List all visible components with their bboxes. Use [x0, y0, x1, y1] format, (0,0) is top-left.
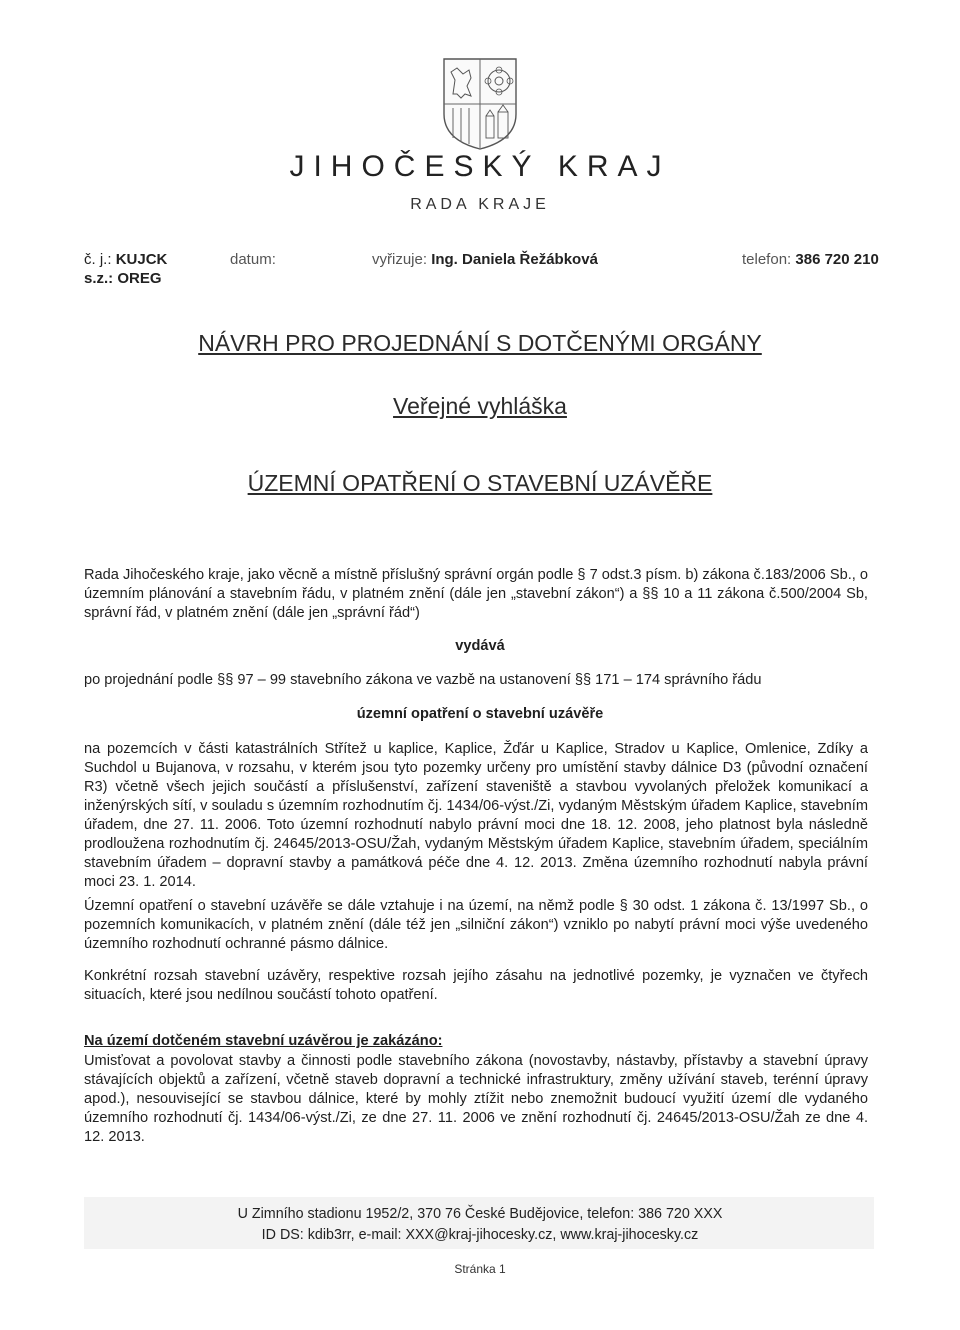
reference-line — [84, 251, 167, 268]
phone-label: telefon: — [742, 251, 792, 268]
handler-field — [372, 251, 598, 268]
extent-paragraph: Konkrétní rozsah stavební uzávěry, respektive rozsah jejího zásahu na jednotlivé pozemky, je vyznačen ve čtyřech situacích, které jsou nedílnou součástí tohoto opatření. — [84, 968, 868, 1003]
date-field — [230, 251, 276, 268]
protection-paragraph: Územní opatření o stavební uzávěře se dále vztahuje i na území, na němž podle § 30 odst. 1 zákona č. 13/1997 Sb., o pozemních komunikacích, v platném znění (dále též jen „silniční zákon“) vzniklo po nabytí právní moci výše uvedeného územního rozhodnutí ochranné pásmo dálnice. — [84, 898, 868, 952]
phone-field — [742, 251, 879, 268]
main-title: NÁVRH PRO PROJEDNÁNÍ S DOTČENÝMI ORGÁNY — [198, 330, 762, 356]
file-value: OREG — [117, 270, 162, 287]
ref-value: KUJCK — [115, 251, 168, 268]
date-label: datum: — [230, 251, 276, 268]
subject-title: ÚZEMNÍ OPATŘENÍ O STAVEBNÍ UZÁVĚŘE — [247, 470, 713, 496]
intro-paragraph: Rada Jihočeského kraje, jako věcně a místně příslušný správní orgán podle § 7 odst.3 písm. b) zákona č.183/2006 Sb., o územním plánování a stavebním řádu, v platném znění (dále jen „stavební zákon“) a §§ 10 a 11 zákona č.500/2004 Sb, správní řád, v platném znění (dále jen „správní řád“) — [84, 567, 868, 621]
file-line — [84, 270, 162, 287]
council-name: RADA KRAJE — [410, 196, 550, 213]
prohibited-heading: Na území dotčeném stavební uzávěrou je zakázáno: — [84, 1033, 443, 1049]
scope-paragraph: na pozemcích v části katastrálních Střítež u kaplice, Kaplice, Žďár u Kaplice, Stradov u Kaplice, Omlenice, Zdíky a Suchdol u Bujanova, v rozsahu, v kterém jsou tyto pozemky určeny pro umístění stavby dálnice D3 (původní označení R3) včetně všech jejich součástí a příslušenství, zařízení staveniště a stavbou vyvolaných přeložek komunikací a inženýrských sítí, v souladu s územním rozhodnutím čj. 1434/06-výst./Zi, vydaným Městským úřadem Kaplice, stavebním úřadem, dne 27. 11. 2006. Toto územní rozhodnutí nabylo právní moci dne 18. 12. 2008, jeho platnost byla následně prodloužena rozhodnutím čj. 24645/2013-OSU/Žah, vydaným Městským úřadem Kaplice, stavebním úřadem, speciálním stavebním úřadem – dopravní stavby a památková péče dne 4. 12. 2013. Změna územního rozhodnutí nabyla právní moci 23. 1. 2014. — [84, 741, 868, 890]
ref-label: č. j.: — [84, 251, 112, 268]
page-number: Stránka 1 — [454, 1262, 506, 1276]
handler-value: Ing. Daniela Řežábková — [431, 251, 598, 268]
footer-contact: ID DS: kdib3rr, e-mail: XXX@kraj-jihocesky.cz, www.kraj-jihocesky.cz — [261, 1227, 699, 1243]
issues-label: vydává — [455, 638, 505, 654]
file-label: s.z.: — [84, 270, 114, 287]
notice-title: Veřejné vyhláška — [393, 393, 567, 419]
handler-label: vyřizuje: — [372, 251, 428, 268]
consultation-paragraph: po projednání podle §§ 97 – 99 stavebního zákona ve vazbě na ustanovení §§ 171 – 174 správního řádu — [84, 672, 762, 688]
coat-of-arms-logo — [441, 56, 519, 152]
prohibited-paragraph: Umisťovat a povolovat stavby a činnosti podle stavebního zákona (novostavby, nástavby, přístavby a stavební úpravy stávajících objektů a zařízení, včetně staveb dopravní a technické infrastruktury, změny užívání staveb, terénní úpravy apod.), nesouvisející se stavbou dálnice, které by mohly ztížit nebo znemožnit budoucí využití území dle vydaného územního rozhodnutí čj. 1434/06-výst./Zi, ze dne 27. 11. 2006 ve znění rozhodnutí čj. 24645/2013-OSU/Žah ze dne 4. 12. 2013. — [84, 1053, 868, 1145]
footer-address: U Zimního stadionu 1952/2, 370 76 České Budějovice, telefon: 386 720 XXX — [237, 1206, 723, 1222]
measure-title: územní opatření o stavební uzávěře — [356, 706, 604, 722]
region-name: JIHOČESKÝ KRAJ — [289, 150, 671, 183]
phone-value: 386 720 210 — [795, 251, 879, 268]
